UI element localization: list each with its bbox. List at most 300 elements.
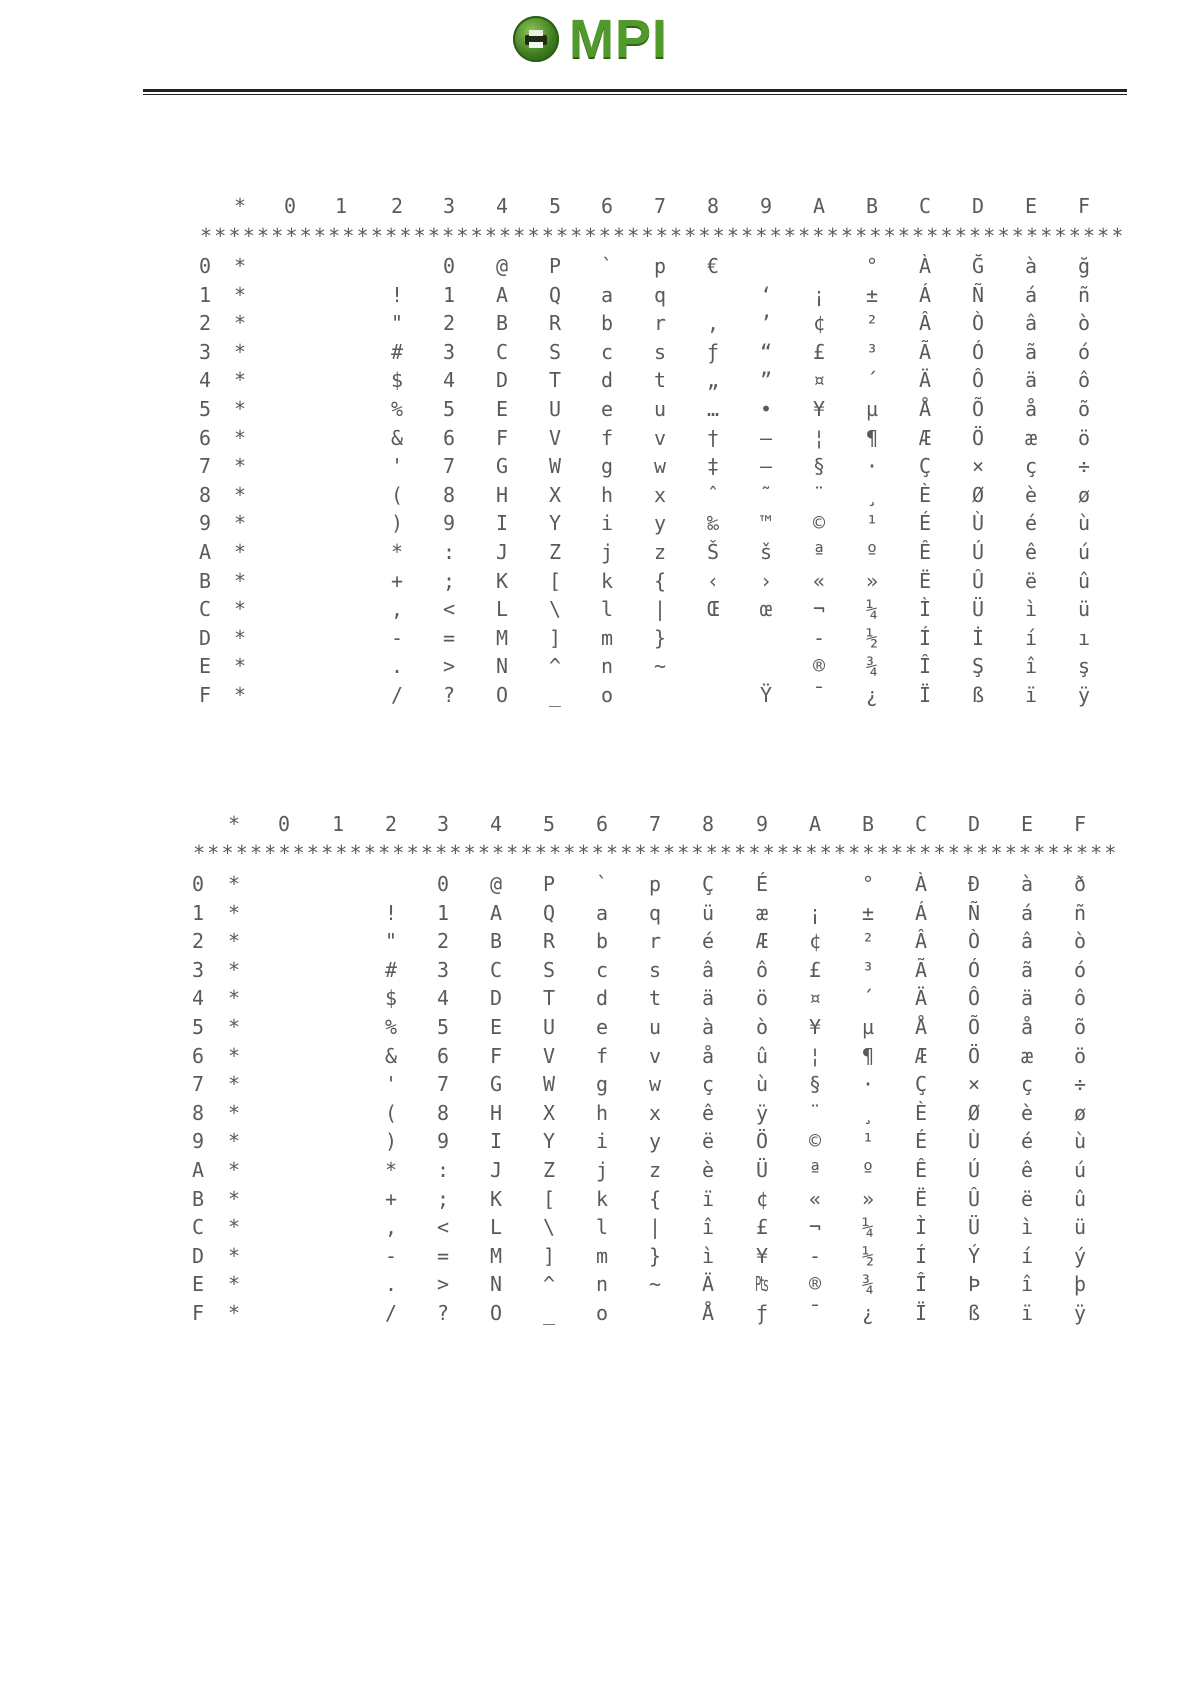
- char-cell: Ì: [918, 597, 932, 621]
- char-cell: è: [1020, 1101, 1034, 1125]
- char-cell: Q: [548, 283, 562, 307]
- char-cell: ä: [1024, 368, 1038, 392]
- char-cell: B: [495, 311, 509, 335]
- char-cell: x: [648, 1101, 662, 1125]
- row-label: 1: [191, 901, 205, 925]
- char-cell: å: [1020, 1015, 1034, 1039]
- char-cell: ë: [1020, 1187, 1034, 1211]
- char-cell: z: [653, 540, 667, 564]
- char-cell: :: [442, 540, 456, 564]
- char-cell: K: [489, 1187, 503, 1211]
- char-cell: 7: [436, 1072, 450, 1096]
- char-cell: ¶: [865, 426, 879, 450]
- char-cell: Ï: [918, 683, 932, 707]
- char-cell: ò: [1073, 929, 1087, 953]
- char-cell: ”: [759, 368, 773, 392]
- char-cell: è: [701, 1158, 715, 1182]
- row-star: *: [233, 626, 247, 650]
- row-star: *: [227, 986, 241, 1010]
- char-cell: „: [706, 368, 720, 392]
- char-cell: ': [384, 1072, 398, 1096]
- char-cell: ã: [1024, 340, 1038, 364]
- char-cell: å: [701, 1044, 715, 1068]
- separator-line: *****************************************************************: [193, 841, 1119, 865]
- char-cell: Ü: [755, 1158, 769, 1182]
- char-cell: ,: [390, 597, 404, 621]
- char-cell: ç: [1024, 454, 1038, 478]
- char-cell: R: [542, 929, 556, 953]
- char-cell: s: [648, 958, 662, 982]
- row-star: *: [227, 1158, 241, 1182]
- char-cell: Û: [971, 569, 985, 593]
- char-cell: X: [548, 483, 562, 507]
- char-cell: §: [812, 454, 826, 478]
- char-cell: õ: [1077, 397, 1091, 421]
- char-cell: ¢: [812, 311, 826, 335]
- char-cell: Ç: [701, 872, 715, 896]
- row-star: *: [233, 454, 247, 478]
- row-label: B: [198, 569, 212, 593]
- separator-line: *****************************************************************: [200, 224, 1126, 248]
- char-cell: É: [914, 1129, 928, 1153]
- char-cell: .: [384, 1272, 398, 1296]
- row-star: *: [227, 1044, 241, 1068]
- char-cell: °: [865, 254, 879, 278]
- char-cell: -: [812, 626, 826, 650]
- char-cell: Â: [914, 929, 928, 953]
- char-cell: ü: [1077, 597, 1091, 621]
- char-cell: 2: [442, 311, 456, 335]
- char-cell: &: [384, 1044, 398, 1068]
- char-cell: g: [600, 454, 614, 478]
- char-cell: C: [489, 958, 503, 982]
- char-cell: ÿ: [1073, 1301, 1087, 1325]
- row-label: E: [191, 1272, 205, 1296]
- char-cell: ©: [812, 511, 826, 535]
- char-cell: Ô: [967, 986, 981, 1010]
- row-star: *: [233, 368, 247, 392]
- char-cell: ^: [548, 654, 562, 678]
- char-cell: ¢: [808, 929, 822, 953]
- char-cell: Í: [914, 1244, 928, 1268]
- char-cell: ç: [1020, 1072, 1034, 1096]
- row-star: *: [227, 1244, 241, 1268]
- char-cell: 6: [442, 426, 456, 450]
- char-cell: ’: [759, 311, 773, 335]
- char-cell: j: [600, 540, 614, 564]
- char-cell: â: [1020, 929, 1034, 953]
- char-cell: c: [600, 340, 614, 364]
- printer-icon: [513, 16, 559, 62]
- char-cell: ¹: [865, 511, 879, 535]
- char-cell: ä: [1020, 986, 1034, 1010]
- row-star: *: [233, 254, 247, 278]
- row-star: *: [233, 483, 247, 507]
- char-cell: ì: [1024, 597, 1038, 621]
- char-cell: q: [648, 901, 662, 925]
- char-cell: Ý: [967, 1244, 981, 1268]
- row-star: *: [233, 511, 247, 535]
- char-cell: ð: [1073, 872, 1087, 896]
- logo-text: MPI: [569, 9, 669, 69]
- char-cell: å: [1024, 397, 1038, 421]
- char-cell: •: [759, 397, 773, 421]
- char-cell: o: [600, 683, 614, 707]
- char-cell: Ã: [914, 958, 928, 982]
- char-cell: Q: [542, 901, 556, 925]
- char-cell: ç: [701, 1072, 715, 1096]
- char-cell: Ò: [971, 311, 985, 335]
- row-star: *: [233, 340, 247, 364]
- char-cell: É: [918, 511, 932, 535]
- row-star: *: [227, 1301, 241, 1325]
- row-label: A: [198, 540, 212, 564]
- char-cell: ": [390, 311, 404, 335]
- char-cell: L: [495, 597, 509, 621]
- char-cell: á: [1020, 901, 1034, 925]
- char-cell: S: [542, 958, 556, 982]
- char-cell: |: [648, 1215, 662, 1239]
- char-cell: N: [495, 654, 509, 678]
- char-cell: µ: [861, 1015, 875, 1039]
- char-cell: r: [653, 311, 667, 335]
- char-cell: ¹: [861, 1129, 875, 1153]
- row-label: 3: [198, 340, 212, 364]
- row-label: 9: [191, 1129, 205, 1153]
- char-cell: Ü: [971, 597, 985, 621]
- char-cell: À: [918, 254, 932, 278]
- char-cell: l: [600, 597, 614, 621]
- char-cell: m: [600, 626, 614, 650]
- char-cell: d: [600, 368, 614, 392]
- char-cell: ': [390, 454, 404, 478]
- char-cell: ‡: [706, 454, 720, 478]
- char-cell: @: [489, 872, 503, 896]
- char-cell: A: [495, 283, 509, 307]
- char-cell: W: [548, 454, 562, 478]
- char-cell: ‚: [706, 311, 720, 335]
- char-cell: í: [1024, 626, 1038, 650]
- char-cell: ¯: [812, 683, 826, 707]
- char-cell: S: [548, 340, 562, 364]
- row-star: *: [233, 426, 247, 450]
- char-cell: ó: [1077, 340, 1091, 364]
- column-header: 5: [548, 194, 562, 218]
- char-cell: Š: [706, 540, 720, 564]
- char-cell: U: [542, 1015, 556, 1039]
- char-cell: \: [542, 1215, 556, 1239]
- char-cell: Y: [542, 1129, 556, 1153]
- row-label: F: [198, 683, 212, 707]
- char-cell: ¼: [865, 597, 879, 621]
- char-cell: ¡: [812, 283, 826, 307]
- char-cell: Ë: [914, 1187, 928, 1211]
- char-cell: –: [759, 426, 773, 450]
- char-cell: 8: [436, 1101, 450, 1125]
- row-label: 5: [198, 397, 212, 421]
- char-cell: |: [653, 597, 667, 621]
- char-cell: ö: [755, 986, 769, 1010]
- char-cell: t: [653, 368, 667, 392]
- char-cell: ø: [1077, 483, 1091, 507]
- char-cell: Á: [918, 283, 932, 307]
- char-cell: n: [595, 1272, 609, 1296]
- char-cell: l: [595, 1215, 609, 1239]
- char-cell: `: [600, 254, 614, 278]
- char-cell: Á: [914, 901, 928, 925]
- column-header: 1: [334, 194, 348, 218]
- char-cell: k: [595, 1187, 609, 1211]
- column-header: 6: [595, 812, 609, 836]
- char-cell: Ê: [918, 540, 932, 564]
- char-cell: à: [1020, 872, 1034, 896]
- row-label: E: [198, 654, 212, 678]
- char-cell: Î: [914, 1272, 928, 1296]
- char-cell: î: [1024, 654, 1038, 678]
- char-cell: æ: [1020, 1044, 1034, 1068]
- char-cell: Ğ: [971, 254, 985, 278]
- char-cell: ÿ: [755, 1101, 769, 1125]
- char-cell: ƒ: [706, 340, 720, 364]
- column-header: 7: [648, 812, 662, 836]
- char-cell: w: [648, 1072, 662, 1096]
- char-cell: T: [542, 986, 556, 1010]
- char-cell: ô: [1073, 986, 1087, 1010]
- char-cell: ¤: [812, 368, 826, 392]
- char-cell: I: [495, 511, 509, 535]
- char-cell: u: [648, 1015, 662, 1039]
- char-cell: h: [600, 483, 614, 507]
- char-cell: ä: [701, 986, 715, 1010]
- char-cell: *: [390, 540, 404, 564]
- char-cell: ª: [812, 540, 826, 564]
- char-cell: é: [701, 929, 715, 953]
- column-header: 9: [759, 194, 773, 218]
- char-cell: Þ: [967, 1272, 981, 1296]
- char-cell: Ä: [918, 368, 932, 392]
- char-cell: {: [648, 1187, 662, 1211]
- char-cell: A: [489, 901, 503, 925]
- char-cell: ¥: [812, 397, 826, 421]
- char-cell: é: [1020, 1129, 1034, 1153]
- char-cell: E: [489, 1015, 503, 1039]
- char-cell: ï: [1020, 1301, 1034, 1325]
- char-cell: v: [653, 426, 667, 450]
- char-cell: õ: [1073, 1015, 1087, 1039]
- char-cell: ø: [1073, 1101, 1087, 1125]
- char-cell: ï: [1024, 683, 1038, 707]
- row-label: C: [191, 1215, 205, 1239]
- char-cell: d: [595, 986, 609, 1010]
- row-star: *: [227, 901, 241, 925]
- char-cell: ¥: [808, 1015, 822, 1039]
- char-cell: 1: [442, 283, 456, 307]
- char-cell: 5: [442, 397, 456, 421]
- char-cell: z: [648, 1158, 662, 1182]
- column-header: 8: [706, 194, 720, 218]
- column-header: 3: [436, 812, 450, 836]
- char-cell: û: [1073, 1187, 1087, 1211]
- char-cell: é: [1024, 511, 1038, 535]
- char-cell: ê: [1024, 540, 1038, 564]
- row-label: 6: [198, 426, 212, 450]
- char-cell: +: [390, 569, 404, 593]
- char-cell: à: [701, 1015, 715, 1039]
- char-cell: £: [812, 340, 826, 364]
- row-label: C: [198, 597, 212, 621]
- char-cell: M: [489, 1244, 503, 1268]
- char-cell: s: [653, 340, 667, 364]
- char-cell: ö: [1077, 426, 1091, 450]
- char-cell: B: [489, 929, 503, 953]
- char-cell: i: [595, 1129, 609, 1153]
- char-cell: ˆ: [706, 483, 720, 507]
- char-cell: º: [865, 540, 879, 564]
- char-cell: Å: [918, 397, 932, 421]
- char-cell: 2: [436, 929, 450, 953]
- char-cell: 9: [436, 1129, 450, 1153]
- row-label: 8: [198, 483, 212, 507]
- char-cell: [: [548, 569, 562, 593]
- column-header: D: [971, 194, 985, 218]
- char-cell: ¸: [865, 483, 879, 507]
- char-cell: ô: [1077, 368, 1091, 392]
- char-cell: 5: [436, 1015, 450, 1039]
- char-cell: «: [808, 1187, 822, 1211]
- row-star: *: [227, 1129, 241, 1153]
- char-cell: 3: [436, 958, 450, 982]
- char-cell: }: [653, 626, 667, 650]
- char-cell: M: [495, 626, 509, 650]
- char-cell: ò: [755, 1015, 769, 1039]
- char-cell: ²: [861, 929, 875, 953]
- char-cell: V: [542, 1044, 556, 1068]
- char-cell: ÷: [1073, 1072, 1087, 1096]
- char-cell: Ö: [967, 1044, 981, 1068]
- char-cell: ¢: [755, 1187, 769, 1211]
- row-label: 3: [191, 958, 205, 982]
- char-cell: k: [600, 569, 614, 593]
- char-cell: ü: [701, 901, 715, 925]
- char-cell: _: [548, 683, 562, 707]
- char-cell: °: [861, 872, 875, 896]
- char-cell: =: [436, 1244, 450, 1268]
- char-cell: Æ: [918, 426, 932, 450]
- char-cell: *: [384, 1158, 398, 1182]
- char-cell: 4: [442, 368, 456, 392]
- char-cell: %: [384, 1015, 398, 1039]
- char-cell: =: [442, 626, 456, 650]
- row-star: *: [227, 872, 241, 896]
- row-label: A: [191, 1158, 205, 1182]
- char-cell: ó: [1073, 958, 1087, 982]
- char-cell: …: [706, 397, 720, 421]
- char-cell: 7: [442, 454, 456, 478]
- char-cell: u: [653, 397, 667, 421]
- char-cell: â: [1024, 311, 1038, 335]
- char-cell: x: [653, 483, 667, 507]
- char-cell: ?: [442, 683, 456, 707]
- char-cell: N: [489, 1272, 503, 1296]
- column-header: F: [1077, 194, 1091, 218]
- char-cell: Ö: [971, 426, 985, 450]
- row-star: *: [233, 569, 247, 593]
- char-cell: ş: [1077, 654, 1091, 678]
- column-header: 3: [442, 194, 456, 218]
- column-header: C: [914, 812, 928, 836]
- char-cell: —: [759, 454, 773, 478]
- char-cell: ~: [653, 654, 667, 678]
- char-cell: !: [390, 283, 404, 307]
- char-cell: ß: [971, 683, 985, 707]
- char-cell: ñ: [1073, 901, 1087, 925]
- char-cell: -: [808, 1244, 822, 1268]
- char-cell: ë: [701, 1129, 715, 1153]
- char-cell: #: [384, 958, 398, 982]
- char-cell: e: [595, 1015, 609, 1039]
- char-cell: ¶: [861, 1044, 875, 1068]
- char-cell: 1: [436, 901, 450, 925]
- row-star: *: [233, 311, 247, 335]
- char-cell: ô: [755, 958, 769, 982]
- row-label: 7: [198, 454, 212, 478]
- char-cell: O: [495, 683, 509, 707]
- char-cell: +: [384, 1187, 398, 1211]
- row-star: *: [227, 1101, 241, 1125]
- char-cell: G: [489, 1072, 503, 1096]
- char-cell: Ó: [967, 958, 981, 982]
- char-cell: ¡: [808, 901, 822, 925]
- char-cell: ê: [1020, 1158, 1034, 1182]
- row-star: *: [233, 397, 247, 421]
- char-cell: ÿ: [1077, 683, 1091, 707]
- char-cell: Z: [548, 540, 562, 564]
- char-cell: H: [489, 1101, 503, 1125]
- char-cell: ³: [861, 958, 875, 982]
- row-star: *: [227, 1215, 241, 1239]
- char-cell: ©: [808, 1129, 822, 1153]
- char-cell: ò: [1077, 311, 1091, 335]
- row-star: *: [227, 1272, 241, 1296]
- char-cell: -: [390, 626, 404, 650]
- column-header: C: [918, 194, 932, 218]
- char-cell: !: [384, 901, 398, 925]
- char-cell: Ä: [914, 986, 928, 1010]
- column-header: B: [865, 194, 879, 218]
- char-cell: Ë: [918, 569, 932, 593]
- char-cell: Ã: [918, 340, 932, 364]
- char-cell: ÷: [1077, 454, 1091, 478]
- char-cell: ¤: [808, 986, 822, 1010]
- char-cell: Ï: [914, 1301, 928, 1325]
- row-label: 2: [191, 929, 205, 953]
- column-header: B: [861, 812, 875, 836]
- char-cell: ±: [861, 901, 875, 925]
- row-star: *: [233, 654, 247, 678]
- char-cell: [: [542, 1187, 556, 1211]
- row-label: F: [191, 1301, 205, 1325]
- char-cell: ½: [865, 626, 879, 650]
- char-cell: r: [648, 929, 662, 953]
- row-label: B: [191, 1187, 205, 1211]
- char-cell: R: [548, 311, 562, 335]
- char-cell: /: [390, 683, 404, 707]
- char-cell: $: [384, 986, 398, 1010]
- char-cell: ¨: [808, 1101, 822, 1125]
- char-cell: b: [595, 929, 609, 953]
- char-cell: ¸: [861, 1101, 875, 1125]
- char-cell: V: [548, 426, 562, 450]
